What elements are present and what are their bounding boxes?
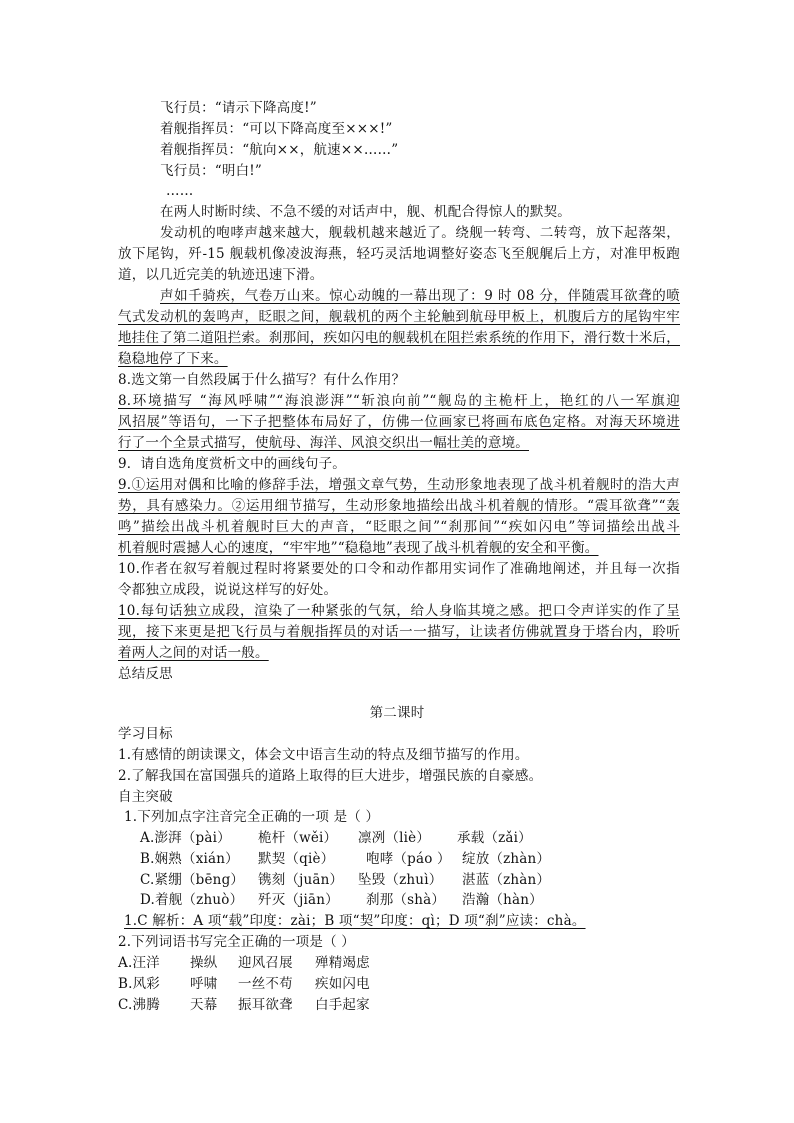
answer-8-line: 行了一个全景式描写，使航母、海洋、风浪交织出一幅壮美的意境。 xyxy=(118,435,529,451)
option-b: B.风彩 xyxy=(118,976,161,992)
question-10: 令都独立成段，说说这样写的好处。 xyxy=(118,582,338,598)
option-a: 承载（zǎi） xyxy=(457,830,532,846)
option-b: B.娴熟（xián） xyxy=(140,851,239,867)
question-9: 9．请自选角度赏析文中的画线句子。 xyxy=(118,456,346,472)
passage-paragraph: 在两人时断时续、不急不缓的对话声中，舰、机配合得惊人的默契。 xyxy=(160,204,571,220)
option-c: 镌刻（juān） xyxy=(258,872,344,888)
option-a: 殚精竭虑 xyxy=(315,955,370,971)
option-b: 默契（qiè） xyxy=(258,851,335,867)
option-b: 咆哮（páo ） xyxy=(366,851,451,867)
option-b: 一丝不苟 xyxy=(238,976,293,992)
answer-9-line: 鸣”描绘出战斗机着舰时巨大的声音，“眨眼之间”“刹那间”“疾如闪电”等词描绘出战斗 xyxy=(118,519,680,535)
answer-9-line: 机着舰时震撼人心的速度，“牢牢地”“稳稳地”表现了战斗机着舰的安全和平衡。 xyxy=(118,540,599,556)
option-c: 白手起家 xyxy=(315,997,370,1013)
option-a: 凛冽（liè） xyxy=(358,830,431,846)
passage-paragraph: 发动机的咆哮声越来越大，舰载机越来越近了。绕舰一转弯、二转弯，放下起落架， xyxy=(160,225,680,241)
option-d: 浩瀚（hàn） xyxy=(462,892,543,908)
answer-9-line: 9.①运用对偶和比喻的修辞手法，增强文章气势，生动形象地表现了战斗机着舰时的浩大声 xyxy=(118,477,680,493)
question-1: 1.下列加点字注音完全正确的一项 是（ ） xyxy=(124,809,380,825)
section-title: 第二课时 xyxy=(369,705,425,721)
answer-10-line: 着两人之间的对话一般。 xyxy=(118,645,269,661)
self-study-heading: 自主突破 xyxy=(118,789,173,805)
answer-10-line: 10.每句话独立成段，渲染了一种紧张的气氛，给人身临其境之感。把口令声详实的作了呈 xyxy=(118,603,680,619)
passage-paragraph: 放下尾钩，歼-15 舰载机像凌波海燕，轻巧灵活地调整好姿态飞至舰艉后上方，对准甲板跑 xyxy=(118,246,680,262)
option-d: 刹那（shà） xyxy=(366,892,446,908)
goals-heading: 学习目标 xyxy=(118,726,173,742)
answer-1: 1.C 解析：A 项“载”印度：zài；B 项“契”印度：qì；D 项“刹”应读：chà。 xyxy=(124,913,586,929)
option-a: 桅杆（wěi） xyxy=(258,830,338,846)
option-c: C.紧绷（bēng） xyxy=(140,872,245,888)
goal-item: 2.了解我国在富国强兵的道路上取得的巨大进步，增强民族的自豪感。 xyxy=(118,768,543,784)
option-a: A.澎湃（pài） xyxy=(140,830,231,846)
option-b: 呼啸 xyxy=(190,976,218,992)
option-c: 湛蓝（zhàn） xyxy=(462,872,551,888)
question-8: 8.选文第一自然段属于什么描写？有什么作用？ xyxy=(118,372,406,388)
answer-9-line: 势，具有感染力。②运用细节描写，生动形象地描绘出战斗机着舰的情形。“震耳欲聋”“轰 xyxy=(118,498,680,514)
option-c: 坠毁（zhuì） xyxy=(358,872,443,888)
question-2: 2.下列词语书写完全正确的一项是（ ） xyxy=(118,934,355,950)
option-c: C.沸腾 xyxy=(118,997,160,1013)
underlined-sentence: 地挂住了第二道阻拦索。刹那间，疾如闪电的舰载机在阻拦索系统的作用下，滑行数十米后， xyxy=(118,330,680,346)
summary-label: 总结反思 xyxy=(118,666,173,682)
option-b: 疾如闪电 xyxy=(315,976,370,992)
dialogue-ellipsis: …… xyxy=(166,183,194,199)
option-c: 振耳欲聋 xyxy=(238,997,293,1013)
dialogue-line: 飞行员：“明白!” xyxy=(160,163,263,179)
dialogue-line: 着舰指挥员：“可以下降高度至×××!” xyxy=(160,121,393,137)
dialogue-line: 着舰指挥员：“航向××，航速××……” xyxy=(160,142,399,158)
passage-paragraph: 道，以几近完美的轨迹迅速下滑。 xyxy=(118,267,324,283)
underlined-sentence: 稳稳地停了下来。 xyxy=(118,351,228,367)
underlined-sentence: 气式发动机的轰鸣声，眨眼之间，舰载机的两个主轮触到航母甲板上，机腹后方的尾钩牢牢 xyxy=(118,309,680,325)
answer-10-line: 现，接下来更是把飞行员与着舰指挥员的对话一一描写，让读者仿佛就置身于塔台内，聆听 xyxy=(118,624,680,640)
option-d: 歼灭（jiān） xyxy=(258,892,339,908)
answer-8-line: 风招展”等语句，一下子把整体布局好了，仿佛一位画家已将画布底色定格。对海天环境进 xyxy=(118,414,680,430)
question-10: 10.作者在叙写着舰过程时将紧要处的口令和动作都用实词作了准确地阐述，并且每一次指 xyxy=(118,561,680,577)
option-a: 操纵 xyxy=(190,955,218,971)
option-d: D.着舰（zhuò） xyxy=(140,892,244,908)
goal-item: 1.有感情的朗读课文，体会文中语言生动的特点及细节描写的作用。 xyxy=(118,747,529,763)
dialogue-line: 飞行员：“请示下降高度!” xyxy=(160,100,317,116)
underlined-sentence: 声如千骑疾，气卷万山来。惊心动魄的一幕出现了：9 时 08 分，伴随震耳欲聋的喷 xyxy=(160,288,680,304)
option-b: 绽放（zhàn） xyxy=(462,851,551,867)
option-c: 天幕 xyxy=(190,997,218,1013)
option-a: 迎风召展 xyxy=(238,955,293,971)
answer-8-line: 8.环境描写 “海风呼啸”“海浪澎湃”“斩浪向前”“舰岛的主桅杆上，艳红的八一军旗迎 xyxy=(118,393,680,409)
option-a: A.汪洋 xyxy=(118,955,160,971)
